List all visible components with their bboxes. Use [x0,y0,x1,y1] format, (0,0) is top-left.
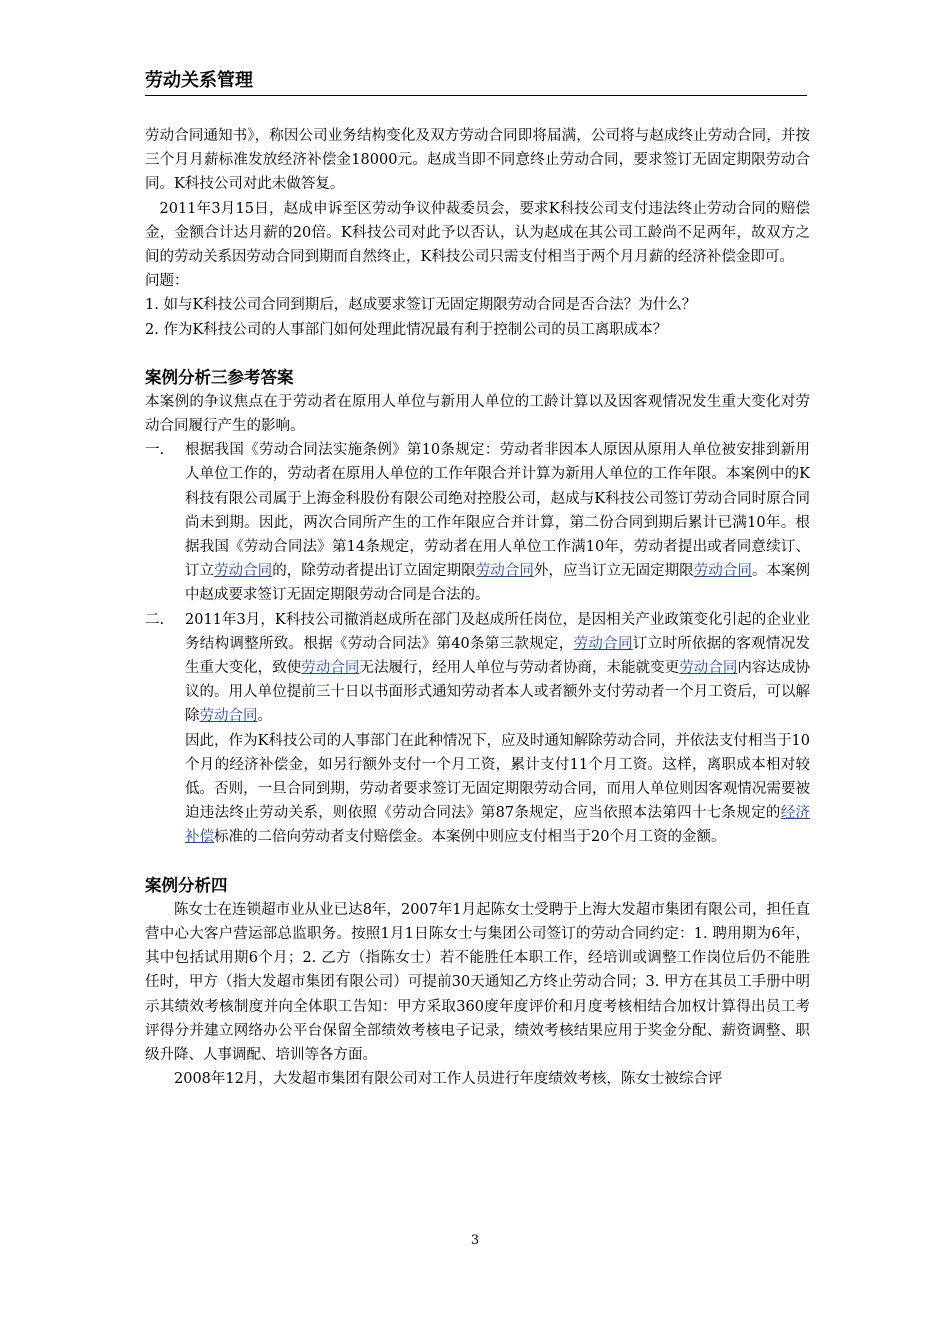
answer-item-2-text-c: 无法履行，经用人单位与劳动者协商，未能就变更 [359,660,680,677]
question-2: 2. 作为K科技公司的人事部门如何处理此情况最有利于控制公司的员工离职成本？ [145,321,668,338]
answer-item-2-para2-text-a: 因此，作为K科技公司的人事部门在此种情况下，应及时通知解除劳动合同，并依法支付相当于10个月的经济补偿金，如另行额外支付一个月工资，累计支付11个月工资。这样，离职成本相对较低。否则，一旦合同到期，劳动者要求签订无固定期限劳动合同，而用人单位则因客观情况需要被迫违法终止劳动关系，则依照《劳动合同法》第87条规定，应当依照本法第四十七条规定的 [185,732,810,822]
case4-paragraph-2: 2008年12月，大发超市集团有限公司对工作人员进行年度绩效考核，陈女士被综合评 [174,1071,723,1088]
answer-item-1-text-a: 根据我国《劳动合同法实施条例》第10条规定：劳动者非因本人原因从原用人单位被安排到新用人单位工作的，劳动者在原用人单位的工作年限合并计算为新用人单位的工作年限。本案例中的K科技有限公司属于上海金科股份有限公司绝对控股公司，赵成与K科技公司签订劳动合同时原合同尚未到期。因此，两次合同所产生的工作年限应合并计算，第二份合同到期后累计已满10年。根据我国《劳动合同法》第14条规定，劳动者在用人单位工作满10年，劳动者提出或者同意续订、订立 [185,442,810,580]
answer-item-2 [145,608,810,850]
page-number: 3 [470,1233,480,1248]
answer-item-1 [145,438,810,607]
case4-heading: 案例分析四 [145,875,228,895]
labor-contract-link[interactable]: 劳动合同 [199,708,258,725]
questions-label: 问题： [145,273,189,290]
answer-item-1-text-b: 的，除劳动者提出订立固定期限 [272,563,476,580]
answer-item-2-text-a: 2011年3月，K科技公司撤消赵成所在部门及赵成所任岗位，是因相关产业政策变化引起的企业业务结构调整所致。根据《劳动合同法》第40条第三款规定， [185,611,810,652]
economic-compensation-link[interactable]: 经济补偿 [185,805,810,846]
labor-contract-link[interactable]: 劳动合同 [301,660,360,677]
document-body [145,124,810,1091]
header-title: 劳动关系管理 [145,70,253,91]
answer-item-2-number: 二. [145,611,165,628]
case3-paragraph-1: 劳动合同通知书》，称因公司业务结构变化及双方劳动合同即将届满，公司将与赵成终止劳动合同，并按三个月月薪标准发放经济补偿金18000元。赵成当即不同意终止劳动合同，要求签订无固定期限劳动合同。K科技公司对此未做答复。 [145,128,810,193]
answer-item-1-text-d: 。本案例中赵成要求签订无固定期限劳动合同是合法的。 [185,563,811,604]
labor-contract-link[interactable]: 劳动合同 [475,563,534,580]
answer-item-2-text-d: 内容达成协议的。用人单位提前三十日以书面形式通知劳动者本人或者额外支付劳动者一个月工资后，可以解除 [185,660,811,725]
case3-answer-intro: 本案例的争议焦点在于劳动者在原用人单位与新用人单位的工龄计算以及因客观情况发生重大变化对劳动合同履行产生的影响。 [145,393,810,435]
answer-item-1-number: 一. [145,442,165,459]
case3-paragraph-2: 2011年3月15日，赵成申诉至区劳动争议仲裁委员会，要求K科技公司支付违法终止劳动合同的赔偿金，金额合计达月薪的20倍。K科技公司对此予以否认，认为赵成在其公司工龄尚不足两年，故双方之间的劳动关系因劳动合同到期而自然终止，K科技公司只需支付相当于两个月月薪的经济补偿金即可。 [145,200,810,266]
answer-item-2-text-e: 。 [257,708,272,725]
answer-item-1-text-c: 外，应当订立无固定期限 [533,563,694,580]
case3-answer-heading: 案例分析三参考答案 [145,367,294,387]
answer-item-2-body [185,608,810,850]
answer-item-1-body [185,438,810,607]
labor-contract-link[interactable]: 劳动合同 [693,563,752,580]
labor-contract-link[interactable]: 劳动合同 [573,635,633,652]
answer-item-2-text-b: 订立时所依据的客观情况发生重大变化，致使 [185,635,811,677]
case4-paragraph-1: 陈女士在连锁超市业从业已达8年，2007年1月起陈女士受聘于上海大发超市集团有限公司，担任直营中心大客户营运部总监职务。按照1月1日陈女士与集团公司签订的劳动合同约定：1. 聘用期为6年，其中包括试用期6个月；2. 乙方（指陈女士）若不能胜任本职工作，经培训或调整工作岗位后仍不能胜任时，甲方（指大发超市集团有限公司）可提前30天通知乙方终止劳动合同；3. 甲方在其员工手册中明示其绩效考核制度并向全体职工告知：甲方采取360度年度评价和月度考核相结合加权计算得出员工考评得分并建立网络办公平台保留全部绩效考核电子记录，绩效考核结果应用于奖金分配、薪资调整、职级升降、人事调配、培训等各方面。 [145,901,810,1063]
labor-contract-link[interactable]: 劳动合同 [679,660,738,677]
answer-item-2-para2-text-b: 标准的二倍向劳动者支付赔偿金。本案例中则应支付相当于20个月工资的金额。 [214,829,726,846]
question-1: 1. 如与K科技公司合同到期后，赵成要求签订无固定期限劳动合同是否合法？为什么？ [145,297,697,314]
page-header [145,66,807,96]
labor-contract-link[interactable]: 劳动合同 [214,563,273,580]
